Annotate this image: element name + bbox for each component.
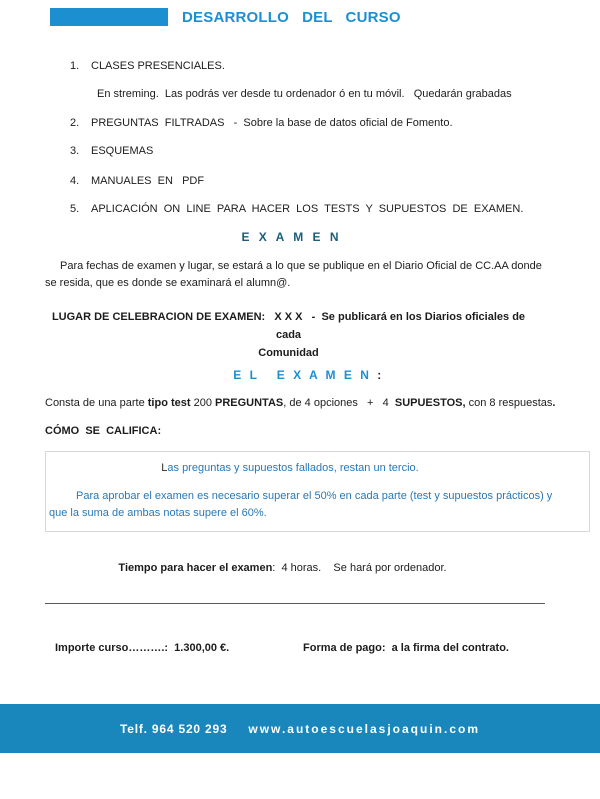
consta-bold: tipo test	[147, 397, 191, 409]
list-item-number: 3.	[70, 145, 80, 157]
list-item-text: MANUALES EN PDF	[91, 175, 205, 187]
consta-bold: .	[552, 397, 556, 409]
location-line: Comunidad	[258, 347, 319, 359]
el-examen-heading-text: E L E X A M E N	[233, 368, 372, 382]
location-line: LUGAR DE CELEBRACION DE EXAMEN: X X X - Se publicará en los Diarios oficiales de cada	[51, 311, 529, 341]
exam-time-label: Tiempo para hacer el examen	[118, 562, 273, 574]
pricing-row	[45, 642, 590, 658]
title-bar-accent	[50, 8, 168, 26]
exam-dates-paragraph	[45, 258, 590, 292]
grading-rule-lead-letter: L	[161, 462, 168, 474]
consta-bold: PREGUNTAS	[215, 397, 284, 409]
exam-location-line	[45, 308, 590, 362]
footer-band	[0, 704, 600, 753]
exam-structure-line	[45, 396, 590, 410]
list-item-text: APLICACIÓN ON LINE PARA HACER LOS TESTS Y SUPUESTOS DE EXAMEN.	[91, 203, 524, 215]
paragraph-line: Para fechas de examen y lugar, se estará a lo que se publique en el Diario Oficial de CC.AA donde	[60, 260, 542, 272]
list-item-number: 4.	[70, 175, 80, 187]
list-item	[70, 117, 590, 130]
list-item	[70, 60, 590, 73]
grading-heading: CÓMO SE CALIFICA:	[45, 425, 162, 437]
list-item	[70, 175, 590, 188]
exam-time-value: : 4 horas. Se hará por ordenador.	[272, 562, 447, 574]
list-item-number: 1.	[70, 60, 80, 72]
payment-terms-label: Forma de pago: a la firma del contrato.	[303, 642, 509, 654]
list-item	[70, 203, 590, 216]
grading-rules-box	[45, 451, 590, 532]
document-header	[50, 8, 401, 26]
grading-rule-text: as preguntas y supuestos fallados, restan un tercio.	[167, 462, 419, 474]
paragraph-line: Para aprobar el examen es necesario superar el 50% en cada parte (test y supuestos prácticos) y	[76, 490, 553, 502]
course-items-list	[45, 60, 590, 216]
consta-bold: SUPUESTOS,	[394, 397, 466, 409]
course-price-label: Importe curso……….: 1.300,00 €.	[55, 642, 230, 654]
list-item-number: 5.	[70, 203, 80, 215]
footer-phone: Telf. 964 520 293	[120, 721, 228, 736]
list-item-number: 2.	[70, 117, 80, 129]
grading-rule-line	[48, 460, 587, 477]
list-item-text: ESQUEMAS	[91, 145, 154, 157]
horizontal-divider	[45, 603, 545, 604]
list-item-text: PREGUNTAS FILTRADAS - Sobre la base de datos oficial de Fomento.	[91, 117, 453, 129]
consta-text: , de 4 opciones + 4	[283, 397, 395, 409]
paragraph-line: se resida, que es donde se examinará el alumn@.	[45, 277, 291, 289]
consta-text: 200	[190, 397, 215, 409]
grading-pass-paragraph	[48, 488, 587, 522]
consta-text: con 8 respuestas	[465, 397, 553, 409]
el-examen-heading-colon: :	[371, 368, 384, 382]
paragraph-line: que la suma de ambas notas supere el 60%.	[49, 507, 267, 519]
consta-text: Consta de una parte	[45, 397, 148, 409]
exam-time-line	[45, 562, 590, 574]
el-examen-heading	[45, 368, 590, 382]
footer-website-link[interactable]: www.autoescuelasjoaquin.com	[248, 721, 480, 736]
examen-heading: E X A M E N	[241, 230, 342, 244]
page-title: DESARROLLO DEL CURSO	[182, 8, 401, 26]
list-item	[70, 145, 590, 158]
list-item-text: CLASES PRESENCIALES.	[91, 60, 225, 72]
list-item-subtext: En streming. Las podrás ver desde tu ordenador ó en tu móvil. Quedarán grabadas	[97, 88, 512, 100]
